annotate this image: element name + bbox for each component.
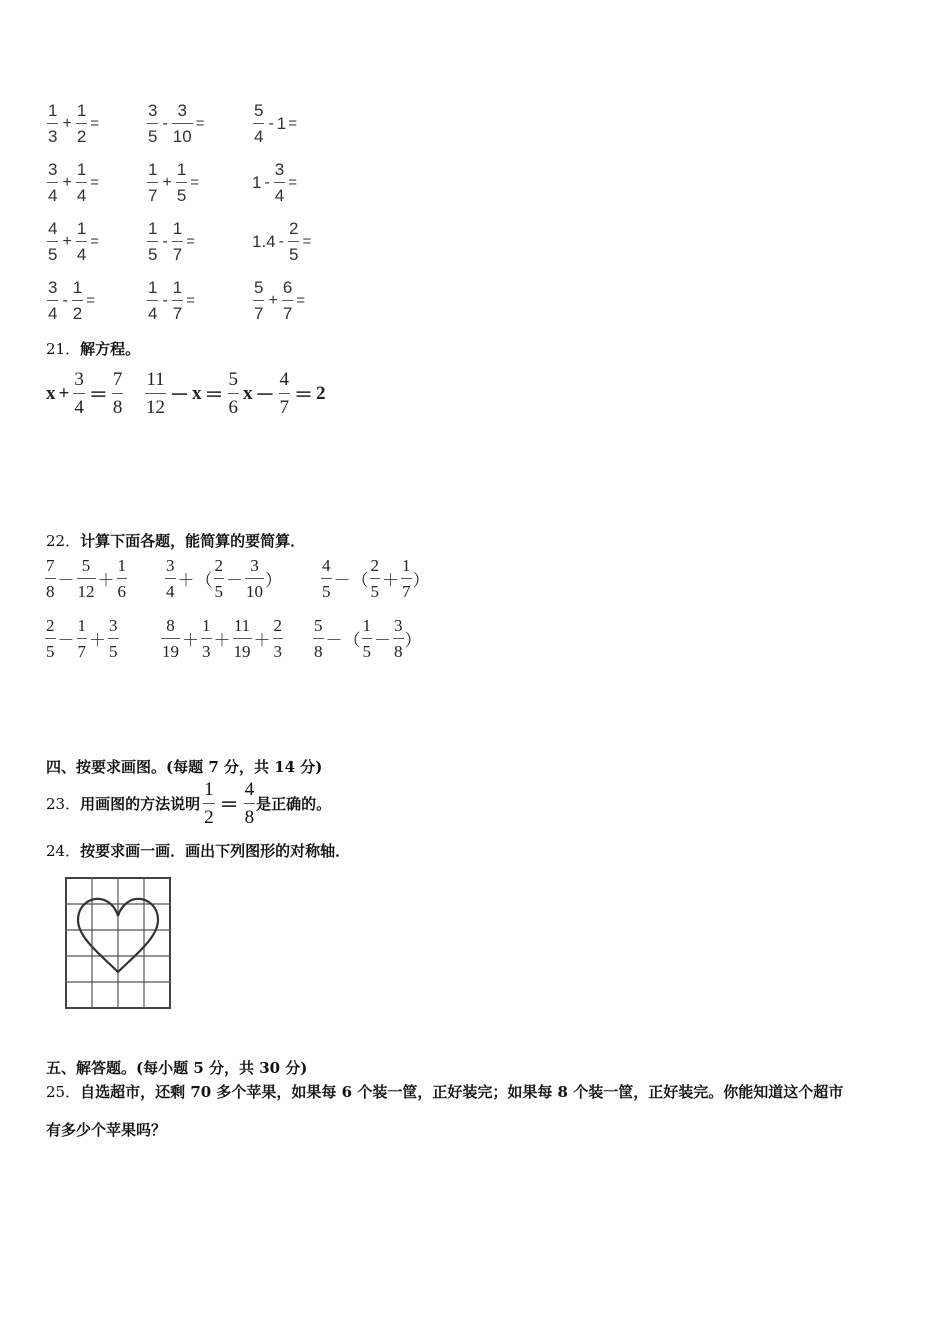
fraction — [108, 617, 119, 660]
fraction — [279, 370, 291, 417]
denominator: 10 — [246, 582, 263, 601]
numerator: 3 — [250, 556, 259, 575]
denominator: 7 — [254, 304, 264, 323]
numerator: 1 — [402, 556, 411, 575]
q25-line2 — [46, 1119, 166, 1140]
q22-expression-r1-c3 — [320, 557, 430, 600]
denominator: 7 — [172, 245, 183, 264]
denominator: 5 — [148, 127, 158, 146]
arith-problem-r3-c3 — [252, 220, 311, 263]
variable: x — [192, 382, 202, 404]
fraction — [201, 617, 212, 660]
operator: + — [62, 232, 72, 250]
operator: - — [268, 114, 274, 132]
numerator: 8 — [166, 616, 175, 635]
numerator: 5 — [254, 278, 264, 297]
fraction — [72, 279, 83, 322]
fraction — [228, 370, 240, 417]
fraction — [253, 102, 264, 145]
equals-sign: = — [195, 115, 205, 132]
q25-line1 — [46, 1081, 843, 1102]
operator: ＋ — [182, 631, 199, 650]
numerator: 1 — [172, 278, 183, 297]
operator: ＋ — [213, 631, 231, 650]
numerator: 4 — [322, 556, 331, 575]
numerator: 1 — [117, 556, 126, 575]
denominator: 3 — [202, 642, 211, 661]
denominator: 5 — [148, 245, 158, 264]
fraction — [288, 220, 299, 263]
fraction — [112, 370, 124, 417]
q21-equation-3 — [243, 370, 326, 417]
denominator: 8 — [314, 642, 323, 661]
operator: - — [278, 232, 284, 250]
q25-number-6: 6 — [341, 1082, 353, 1101]
fraction — [401, 557, 412, 600]
operator: - — [162, 232, 168, 250]
q21-number: 21． — [46, 340, 81, 358]
denominator: 6 — [117, 582, 126, 601]
numerator: 2 — [214, 556, 223, 575]
variable: 2 — [316, 382, 326, 404]
term: （ — [351, 571, 369, 590]
denominator: 10 — [172, 127, 192, 146]
q24-number: 24． — [46, 842, 81, 860]
q22-expression-r2-c1 — [44, 617, 120, 660]
q22-expression-r1-c2 — [164, 557, 282, 600]
q25-text-c: 个装一筐，正好装完；如果每 — [352, 1083, 558, 1101]
operator: － — [325, 631, 343, 650]
fraction — [233, 617, 252, 660]
operator: + — [268, 291, 278, 309]
operator: － — [170, 385, 190, 406]
denominator: 7 — [77, 642, 86, 661]
numerator: 5 — [81, 556, 91, 575]
fraction — [76, 220, 87, 263]
denominator: 7 — [148, 186, 158, 205]
numerator: 1 — [148, 278, 158, 297]
fraction — [253, 279, 264, 322]
term: （ — [343, 631, 361, 650]
fraction — [117, 557, 128, 600]
q25-text-a: 自选超市，还剩 — [80, 1083, 191, 1101]
denominator: 6 — [228, 397, 239, 418]
operator: + — [58, 382, 70, 404]
q21-title: 解方程。 — [80, 340, 141, 358]
fraction — [47, 220, 58, 263]
numerator: 2 — [273, 616, 282, 635]
numerator: 1 — [76, 219, 87, 238]
q25-text-d: 个装一筐，正好装完。你能知道这个超市 — [567, 1083, 844, 1101]
q25-text-line2: 有多少个苹果吗？ — [46, 1121, 167, 1139]
denominator: 4 — [76, 186, 87, 205]
numerator: 5 — [314, 616, 323, 635]
fraction — [73, 370, 85, 417]
equals-sign: = — [288, 174, 298, 191]
operator: + — [62, 173, 72, 191]
fraction — [245, 557, 264, 600]
term: 1 — [276, 113, 287, 133]
q23-rhs-denominator: 8 — [244, 806, 255, 828]
arith-problem-r4-c1 — [46, 279, 95, 322]
denominator: 5 — [109, 642, 118, 661]
numerator: 3 — [48, 160, 58, 179]
numerator: 1 — [176, 160, 187, 179]
term: 1 — [252, 172, 262, 192]
denominator: 5 — [214, 582, 223, 601]
operator: － — [57, 571, 75, 590]
operator: + — [162, 173, 172, 191]
numerator: 3 — [74, 369, 84, 390]
q22-title: 计算下面各题，能简算的要简算． — [80, 532, 306, 550]
equals-sign: = — [296, 292, 306, 309]
denominator: 5 — [322, 582, 331, 601]
arith-problem-r1-c3 — [252, 102, 297, 145]
arith-problem-r1-c1 — [46, 102, 99, 145]
numerator: 11 — [233, 616, 251, 635]
denominator: 5 — [46, 642, 55, 661]
operator: ＋ — [177, 571, 195, 590]
q21-equation-2 — [144, 370, 240, 417]
arith-problem-r2-c2 — [146, 161, 199, 204]
arith-problem-r1-c2 — [146, 102, 204, 145]
arith-problem-r3-c2 — [146, 220, 195, 263]
q24 — [46, 840, 350, 861]
term: ） — [412, 571, 430, 590]
operator: - — [62, 291, 68, 309]
operator: ＋ — [97, 571, 115, 590]
heart-grid-figure — [62, 874, 174, 1012]
fraction — [362, 617, 373, 660]
numerator: 4 — [279, 369, 290, 390]
numerator: 7 — [112, 369, 123, 390]
q23-number: 23． — [46, 794, 81, 813]
arith-problem-r2-c3 — [252, 161, 297, 204]
q22-number: 22． — [46, 532, 81, 550]
q22-header — [46, 530, 305, 551]
arith-problem-r2-c1 — [46, 161, 99, 204]
fraction — [273, 617, 284, 660]
numerator: 3 — [109, 616, 118, 635]
numerator: 1 — [77, 616, 86, 635]
denominator: 7 — [402, 582, 411, 601]
fraction — [147, 220, 158, 263]
denominator: 5 — [48, 245, 58, 264]
numerator: 5 — [254, 101, 264, 120]
numerator: 1 — [362, 616, 371, 635]
numerator: 2 — [46, 616, 55, 635]
operator: ＝ — [204, 385, 224, 406]
q25-number: 25． — [46, 1083, 81, 1101]
equals-sign: = — [86, 292, 96, 309]
fraction — [76, 102, 87, 145]
q25-number-8: 8 — [557, 1082, 568, 1101]
denominator: 8 — [394, 642, 403, 661]
operator: - — [264, 173, 270, 191]
denominator: 4 — [148, 304, 158, 323]
numerator: 3 — [177, 101, 187, 120]
denominator: 5 — [176, 186, 187, 205]
denominator: 3 — [273, 642, 282, 661]
q23-lhs-numerator: 1 — [204, 778, 214, 800]
operator: - — [162, 114, 168, 132]
arith-problem-r4-c3 — [252, 279, 305, 322]
q23-suffix: 是正确的。 — [256, 794, 332, 813]
fraction — [77, 557, 96, 600]
operator: ＋ — [89, 631, 106, 650]
q23-lhs-fraction — [203, 780, 215, 827]
fraction — [172, 220, 183, 263]
q23-lhs-denominator: 2 — [204, 806, 214, 828]
numerator: 3 — [48, 278, 58, 297]
denominator: 19 — [233, 642, 251, 661]
operator: － — [255, 385, 275, 406]
q23-equals: ＝ — [219, 794, 239, 816]
fraction — [214, 557, 225, 600]
numerator: 11 — [146, 369, 165, 390]
denominator: 4 — [254, 127, 264, 146]
section5-heading: 五、解答题。(每小题 5 分，共 30 分) — [46, 1059, 308, 1077]
arith-problem-r4-c2 — [146, 279, 195, 322]
fraction — [172, 102, 193, 145]
denominator: 5 — [370, 582, 379, 601]
equals-sign: = — [190, 174, 200, 191]
numerator: 7 — [46, 556, 55, 575]
equals-sign: = — [302, 233, 312, 250]
operator: + — [62, 114, 72, 132]
operator: ＝ — [294, 385, 314, 406]
fraction — [147, 279, 158, 322]
q23-prefix: 用画图的方法说明 — [80, 794, 201, 813]
denominator: 12 — [146, 397, 165, 418]
numerator: 3 — [166, 556, 175, 575]
operator: ＋ — [253, 631, 271, 650]
numerator: 3 — [394, 616, 403, 635]
denominator: 5 — [288, 245, 299, 264]
fraction — [47, 161, 58, 204]
numerator: 1 — [172, 219, 183, 238]
term: 1.4 — [252, 231, 276, 251]
operator: － — [374, 631, 391, 650]
equals-sign: = — [90, 174, 100, 191]
denominator: 2 — [72, 304, 83, 323]
numerator: 1 — [148, 219, 158, 238]
term: ） — [265, 571, 282, 590]
fraction — [321, 557, 332, 600]
fraction — [77, 617, 88, 660]
denominator: 4 — [166, 582, 175, 601]
denominator: 8 — [112, 397, 123, 418]
q21-header — [46, 338, 140, 359]
denominator: 5 — [362, 642, 371, 661]
fraction — [45, 617, 56, 660]
numerator: 3 — [274, 160, 285, 179]
denominator: 4 — [74, 397, 84, 418]
denominator: 4 — [274, 186, 285, 205]
q22-expression-r2-c3 — [312, 617, 422, 660]
equals-sign: = — [288, 115, 298, 132]
operator: - — [162, 291, 168, 309]
denominator: 4 — [76, 245, 87, 264]
fraction — [165, 557, 176, 600]
numerator: 5 — [228, 369, 239, 390]
fraction — [161, 617, 180, 660]
numerator: 6 — [282, 278, 293, 297]
fraction — [172, 279, 183, 322]
fraction — [147, 161, 158, 204]
arith-problem-r3-c1 — [46, 220, 99, 263]
denominator: 4 — [48, 304, 58, 323]
denominator: 7 — [172, 304, 183, 323]
variable: x — [243, 382, 253, 404]
fraction — [145, 370, 166, 417]
numerator: 1 — [72, 278, 83, 297]
operator: ＝ — [88, 385, 108, 406]
numerator: 1 — [76, 101, 87, 120]
numerator: 1 — [202, 616, 211, 635]
variable: x — [46, 382, 56, 404]
equals-sign: = — [90, 115, 100, 132]
fraction — [147, 102, 158, 145]
numerator: 2 — [288, 219, 299, 238]
q22-expression-r1-c1 — [44, 557, 128, 600]
numerator: 2 — [370, 556, 379, 575]
numerator: 3 — [148, 101, 158, 120]
fraction — [47, 102, 58, 145]
operator: － — [333, 571, 351, 590]
equals-sign: = — [90, 233, 100, 250]
operator: － — [226, 571, 243, 590]
denominator: 7 — [279, 397, 290, 418]
denominator: 3 — [48, 127, 58, 146]
operator: － — [57, 631, 75, 650]
q25-text-b: 多个苹果，如果每 — [211, 1083, 342, 1101]
denominator: 4 — [48, 186, 58, 205]
fraction — [313, 617, 324, 660]
fraction — [274, 161, 285, 204]
denominator: 12 — [77, 582, 95, 601]
equals-sign: = — [186, 233, 196, 250]
numerator: 1 — [48, 101, 58, 120]
q23-rhs-numerator: 4 — [244, 778, 255, 800]
equals-sign: = — [186, 292, 196, 309]
numerator: 1 — [76, 160, 87, 179]
q25-number-70: 70 — [190, 1082, 212, 1101]
fraction — [45, 557, 56, 600]
q22-expression-r2-c2 — [160, 617, 284, 660]
numerator: 4 — [48, 219, 58, 238]
fraction — [282, 279, 293, 322]
term: ） — [404, 631, 422, 650]
denominator: 19 — [162, 642, 179, 661]
fraction — [47, 279, 58, 322]
numerator: 1 — [148, 160, 158, 179]
term: （ — [195, 571, 213, 590]
denominator: 7 — [282, 304, 293, 323]
fraction — [370, 557, 381, 600]
denominator: 8 — [46, 582, 55, 601]
denominator: 2 — [76, 127, 87, 146]
q23 — [46, 780, 331, 826]
fraction — [393, 617, 404, 660]
operator: ＋ — [382, 571, 399, 590]
fraction — [76, 161, 87, 204]
q24-text: 按要求画一画．画出下列图形的对称轴． — [80, 842, 351, 860]
q21-equation-1 — [46, 370, 124, 417]
q23-rhs-fraction — [244, 780, 256, 827]
fraction — [176, 161, 187, 204]
section4-heading: 四、按要求画图。(每题 7 分，共 14 分) — [46, 758, 323, 776]
